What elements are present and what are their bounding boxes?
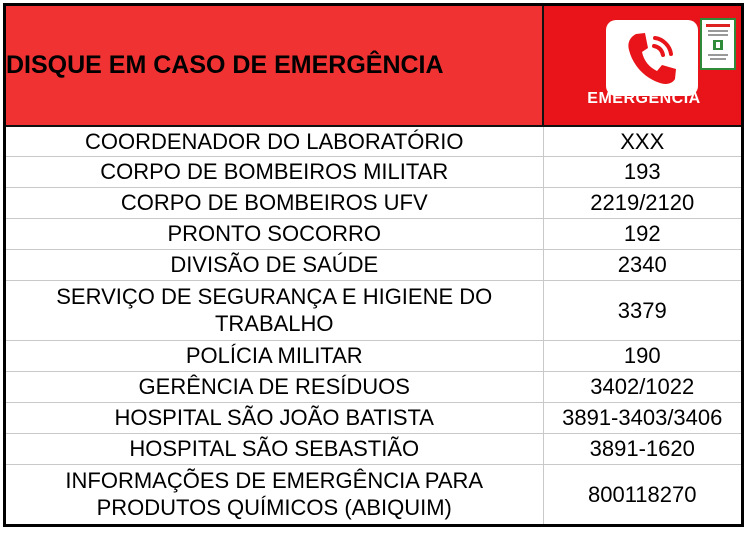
table-row [6,402,741,433]
contact-number: 3379 [543,280,741,340]
contact-name: DIVISÃO DE SAÚDE [6,249,543,280]
contact-name: COORDENADOR DO LABORATÓRIO [6,126,543,156]
emergency-sign-label: EMERGÊNCIA [587,89,701,107]
header-row [6,6,741,126]
contact-number: 3402/1022 [543,371,741,402]
table-row [6,218,741,249]
table-row [6,156,741,187]
table-row [6,371,741,402]
page-title: DISQUE EM CASO DE EMERGÊNCIA [6,6,543,126]
table-row [6,433,741,464]
institution-badge-icon [700,18,736,70]
contact-number: 3891-1620 [543,433,741,464]
contact-number: XXX [543,126,741,156]
contact-number: 800118270 [543,464,741,524]
contact-number: 190 [543,340,741,371]
table-row [6,464,741,524]
contact-number: 193 [543,156,741,187]
contact-name: GERÊNCIA DE RESÍDUOS [6,371,543,402]
emergency-table [6,6,741,525]
table-row [6,340,741,371]
contact-name: HOSPITAL SÃO JOÃO BATISTA [6,402,543,433]
table-row [6,280,741,340]
phone-icon [622,28,682,88]
table-row [6,126,741,156]
contact-name: INFORMAÇÕES DE EMERGÊNCIA PARA PRODUTOS QUÍMICOS (ABIQUIM) [6,464,543,524]
contact-name: HOSPITAL SÃO SEBASTIÃO [6,433,543,464]
contact-name: PRONTO SOCORRO [6,218,543,249]
contact-name: POLÍCIA MILITAR [6,340,543,371]
contact-name: CORPO DE BOMBEIROS UFV [6,187,543,218]
contact-number: 3891-3403/3406 [543,402,741,433]
contact-number: 2340 [543,249,741,280]
contact-number: 192 [543,218,741,249]
table-row [6,249,741,280]
contact-number: 2219/2120 [543,187,741,218]
contact-name: CORPO DE BOMBEIROS MILITAR [6,156,543,187]
emergency-sign [543,6,741,126]
emergency-card [3,3,744,527]
contact-name: SERVIÇO DE SEGURANÇA E HIGIENE DO TRABALHO [6,280,543,340]
table-row [6,187,741,218]
